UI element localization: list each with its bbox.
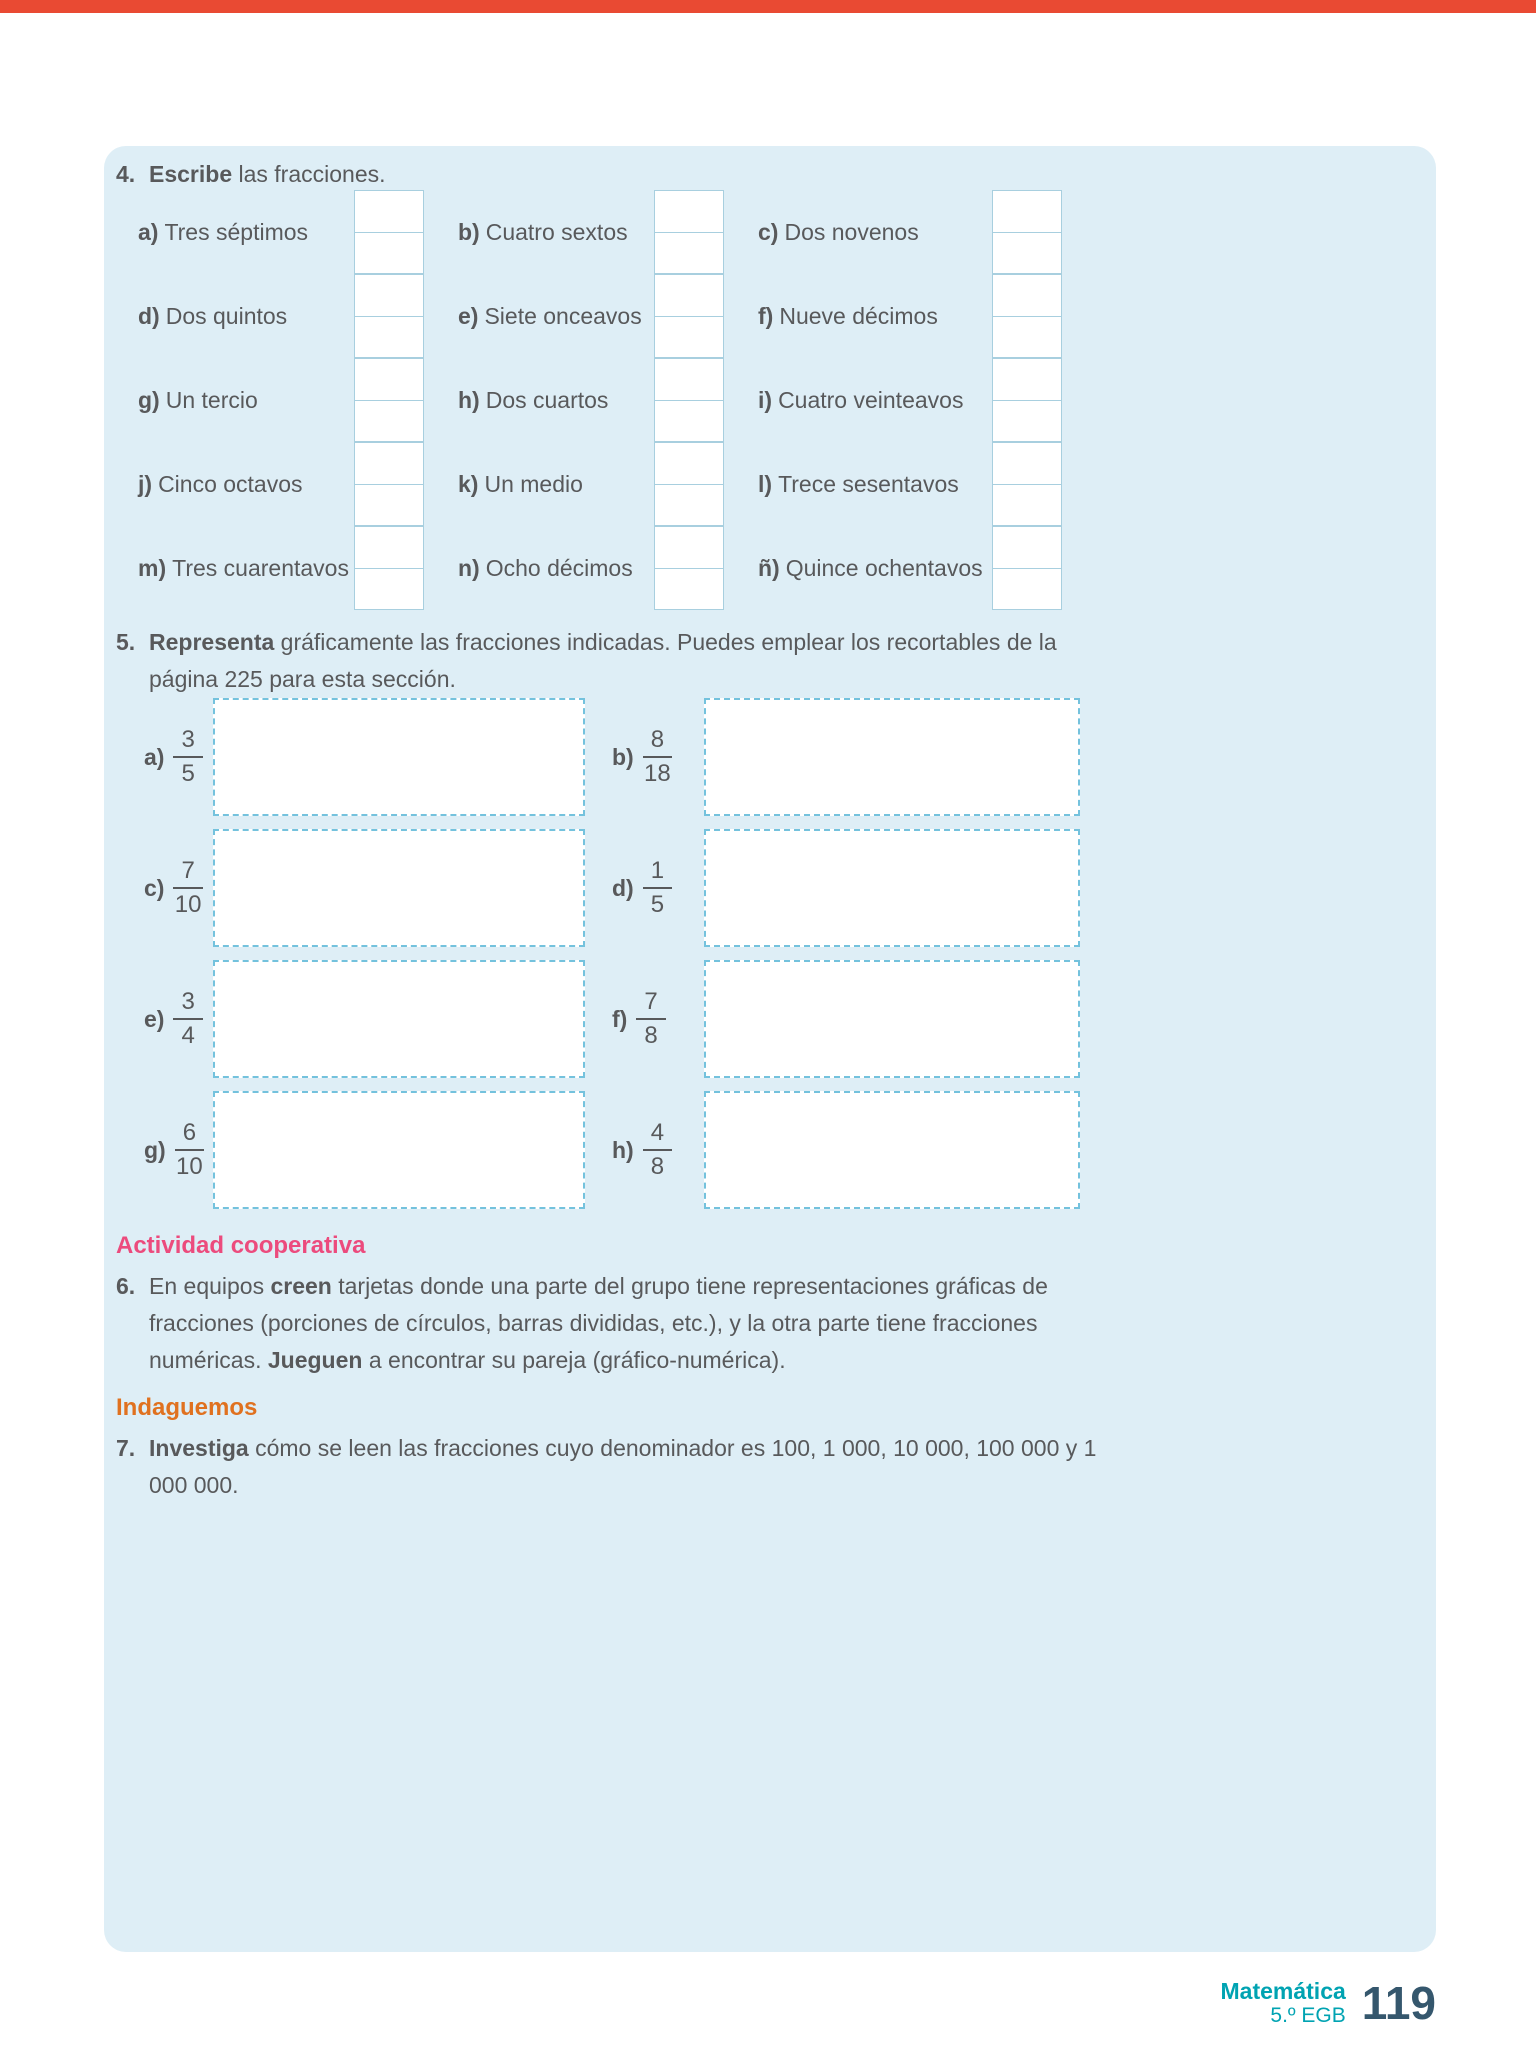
fraction-writing-item-b — [458, 190, 724, 274]
exercise4-number: 4. — [116, 161, 136, 187]
drawing-box-b[interactable] — [704, 698, 1080, 816]
item-letter: c) — [144, 874, 165, 901]
denominator-cell[interactable] — [655, 485, 723, 526]
item-letter: d) — [138, 302, 160, 329]
item-letter: h) — [612, 1136, 634, 1163]
fraction — [175, 1119, 204, 1180]
denominator-cell[interactable] — [355, 317, 423, 358]
exercise6-text: En equipos creen tarjetas donde una parte del grupo tiene representaciones gráficas de fracciones (porciones de círculos, barras divididas, etc.), y la otra parte tiene fracciones numéricas. Jueguen a encontrar su pareja (gráfico-numérica). — [149, 1273, 1048, 1373]
fraction-denominator: 8 — [650, 1153, 665, 1180]
brand-grade: 5.º EGB — [1270, 2004, 1346, 2028]
fraction — [173, 726, 202, 787]
denominator-cell[interactable] — [993, 485, 1061, 526]
fraction-numerator: 8 — [643, 726, 672, 758]
fraction-answer-box-f[interactable] — [992, 274, 1062, 358]
numerator-cell[interactable] — [655, 359, 723, 401]
numerator-cell[interactable] — [655, 443, 723, 485]
drawing-box-e[interactable] — [213, 960, 585, 1078]
item-label: e) Siete onceavos — [458, 302, 642, 329]
cooperative-activity-heading: Actividad cooperativa — [116, 1232, 366, 1259]
item-letter: h) — [458, 386, 480, 413]
exercise5-row-3 — [104, 960, 1436, 1078]
fraction-label-e — [144, 960, 203, 1078]
fraction-writing-item-k — [458, 442, 724, 526]
item-label: k) Un medio — [458, 470, 583, 497]
item-letter: d) — [612, 874, 634, 901]
drawing-box-f[interactable] — [704, 960, 1080, 1078]
fraction-writing-item-enye — [758, 526, 1062, 610]
fraction-writing-item-c — [758, 190, 1062, 274]
fraction-answer-box-e[interactable] — [654, 274, 724, 358]
book-brand — [1221, 1978, 1346, 2029]
fraction-writing-item-d — [138, 274, 424, 358]
item-letter: a) — [138, 218, 159, 245]
exercise5-title: Representa gráficamente las fracciones indicadas. Puedes emplear los recortables de la página 225 para esta sección. — [149, 629, 1057, 692]
fraction-label-b — [612, 698, 672, 816]
item-letter: e) — [458, 302, 479, 329]
fraction-answer-box-g[interactable] — [354, 358, 424, 442]
drawing-box-c[interactable] — [213, 829, 585, 947]
numerator-cell[interactable] — [355, 191, 423, 233]
numerator-cell[interactable] — [355, 275, 423, 317]
fraction-answer-box-h[interactable] — [654, 358, 724, 442]
item-label: l) Trece sesentavos — [758, 470, 959, 497]
fraction-answer-box-i[interactable] — [992, 358, 1062, 442]
fraction-answer-box-j[interactable] — [354, 442, 424, 526]
drawing-box-g[interactable] — [213, 1091, 585, 1209]
fraction-writing-item-i — [758, 358, 1062, 442]
exercise4-column-1 — [138, 190, 424, 610]
fraction-numerator: 6 — [175, 1119, 204, 1151]
numerator-cell[interactable] — [993, 527, 1061, 569]
drawing-box-h[interactable] — [704, 1091, 1080, 1209]
numerator-cell[interactable] — [355, 359, 423, 401]
page-footer — [1221, 1976, 1437, 2030]
drawing-box-d[interactable] — [704, 829, 1080, 947]
fraction-writing-item-a — [138, 190, 424, 274]
fraction-writing-item-f — [758, 274, 1062, 358]
fraction-answer-box-n[interactable] — [654, 526, 724, 610]
fraction-label-c — [144, 829, 203, 947]
fraction-numerator: 7 — [636, 988, 665, 1020]
item-label: h) Dos cuartos — [458, 386, 609, 413]
top-accent-bar — [0, 0, 1536, 13]
exercise6 — [116, 1268, 1126, 1379]
exercise5-heading — [116, 624, 1124, 698]
item-letter: g) — [144, 1136, 166, 1163]
item-letter: b) — [458, 218, 480, 245]
fraction-writing-item-g — [138, 358, 424, 442]
exercise7-number: 7. — [116, 1435, 136, 1461]
item-label: a) Tres séptimos — [138, 218, 309, 245]
fraction-answer-box-enye[interactable] — [992, 526, 1062, 610]
item-label: n) Ocho décimos — [458, 554, 633, 581]
fraction-numerator: 4 — [643, 1119, 672, 1151]
denominator-cell[interactable] — [993, 401, 1061, 442]
fraction-label-d — [612, 829, 672, 947]
numerator-cell[interactable] — [993, 443, 1061, 485]
item-label: b) Cuatro sextos — [458, 218, 628, 245]
fraction-answer-box-d[interactable] — [354, 274, 424, 358]
exercise7 — [116, 1430, 1126, 1504]
fraction-denominator: 10 — [176, 1153, 203, 1180]
denominator-cell[interactable] — [355, 485, 423, 526]
item-letter: l) — [758, 470, 773, 497]
fraction-answer-box-a[interactable] — [354, 190, 424, 274]
exercise4-column-3 — [758, 190, 1062, 610]
item-letter: n) — [458, 554, 480, 581]
denominator-cell[interactable] — [655, 401, 723, 442]
fraction — [173, 988, 202, 1049]
fraction-denominator: 4 — [181, 1022, 195, 1049]
item-label: m) Tres cuarentavos — [138, 554, 349, 581]
numerator-cell[interactable] — [655, 275, 723, 317]
item-label: ñ) Quince ochentavos — [758, 554, 983, 581]
brand-subject: Matemática — [1220, 1977, 1346, 2004]
fraction — [643, 1119, 672, 1180]
fraction-answer-box-l[interactable] — [992, 442, 1062, 526]
fraction-denominator: 5 — [650, 891, 665, 918]
fraction-answer-box-c[interactable] — [992, 190, 1062, 274]
numerator-cell[interactable] — [993, 359, 1061, 401]
fraction — [643, 857, 672, 918]
denominator-cell[interactable] — [993, 317, 1061, 358]
exercise7-text: Investiga cómo se leen las fracciones cuyo denominador es 100, 1 000, 10 000, 100 000 y 1 000 000. — [149, 1435, 1097, 1498]
fraction-numerator: 7 — [173, 857, 202, 889]
numerator-cell[interactable] — [655, 191, 723, 233]
exercise5-row-4 — [104, 1091, 1436, 1209]
exercise5-row-1 — [104, 698, 1436, 816]
fraction-answer-box-b[interactable] — [654, 190, 724, 274]
numerator-cell[interactable] — [355, 443, 423, 485]
fraction-answer-box-m[interactable] — [354, 526, 424, 610]
exercise5-number: 5. — [116, 629, 136, 655]
fraction-writing-item-l — [758, 442, 1062, 526]
item-letter: g) — [138, 386, 160, 413]
numerator-cell[interactable] — [355, 527, 423, 569]
denominator-cell[interactable] — [655, 233, 723, 274]
item-letter: e) — [144, 1005, 165, 1032]
indaguemos-heading: Indaguemos — [116, 1394, 258, 1421]
item-label: f) Nueve décimos — [758, 302, 938, 329]
denominator-cell[interactable] — [355, 401, 423, 442]
item-label: j) Cinco octavos — [138, 470, 303, 497]
item-letter: f) — [612, 1005, 628, 1032]
fraction-label-a — [144, 698, 203, 816]
page-number: 119 — [1361, 1977, 1436, 2029]
numerator-cell[interactable] — [993, 275, 1061, 317]
denominator-cell[interactable] — [655, 317, 723, 358]
item-label: g) Un tercio — [138, 386, 258, 413]
fraction-numerator: 3 — [173, 988, 202, 1020]
item-letter: c) — [758, 218, 779, 245]
fraction — [636, 988, 665, 1049]
exercise4-heading — [116, 156, 836, 193]
exercise4-column-2 — [458, 190, 724, 610]
exercise6-number: 6. — [116, 1273, 136, 1299]
item-letter: a) — [144, 743, 165, 770]
denominator-cell[interactable] — [355, 569, 423, 610]
drawing-box-a[interactable] — [213, 698, 585, 816]
fraction-numerator: 1 — [643, 857, 672, 889]
fraction — [643, 726, 672, 787]
exercise5-row-2 — [104, 829, 1436, 947]
item-letter: j) — [138, 470, 153, 497]
fraction-denominator: 5 — [181, 760, 195, 787]
denominator-cell[interactable] — [355, 233, 423, 274]
fraction-answer-box-k[interactable] — [654, 442, 724, 526]
numerator-cell[interactable] — [655, 527, 723, 569]
item-letter: b) — [612, 743, 634, 770]
item-label: c) Dos novenos — [758, 218, 919, 245]
item-label: d) Dos quintos — [138, 302, 288, 329]
fraction — [173, 857, 202, 918]
fraction-denominator: 10 — [174, 891, 202, 918]
exercise4-title: Escribe las fracciones. — [149, 161, 386, 187]
item-letter: m) — [138, 554, 167, 581]
denominator-cell[interactable] — [655, 569, 723, 610]
fraction-writing-item-n — [458, 526, 724, 610]
fraction-label-h — [612, 1091, 672, 1209]
fraction-writing-item-j — [138, 442, 424, 526]
fraction-denominator: 8 — [644, 1022, 658, 1049]
item-label: i) Cuatro veinteavos — [758, 386, 964, 413]
denominator-cell[interactable] — [993, 233, 1061, 274]
fraction-label-f — [612, 960, 666, 1078]
denominator-cell[interactable] — [993, 569, 1061, 610]
fraction-writing-item-h — [458, 358, 724, 442]
fraction-denominator: 18 — [644, 760, 671, 787]
worksheet-panel — [104, 146, 1436, 1952]
numerator-cell[interactable] — [993, 191, 1061, 233]
fraction-label-g — [144, 1091, 204, 1209]
fraction-numerator: 3 — [173, 726, 202, 758]
fraction-writing-item-e — [458, 274, 724, 358]
item-letter: k) — [458, 470, 479, 497]
item-letter: i) — [758, 386, 773, 413]
item-letter: ñ) — [758, 554, 780, 581]
fraction-writing-item-m — [138, 526, 424, 610]
item-letter: f) — [758, 302, 774, 329]
